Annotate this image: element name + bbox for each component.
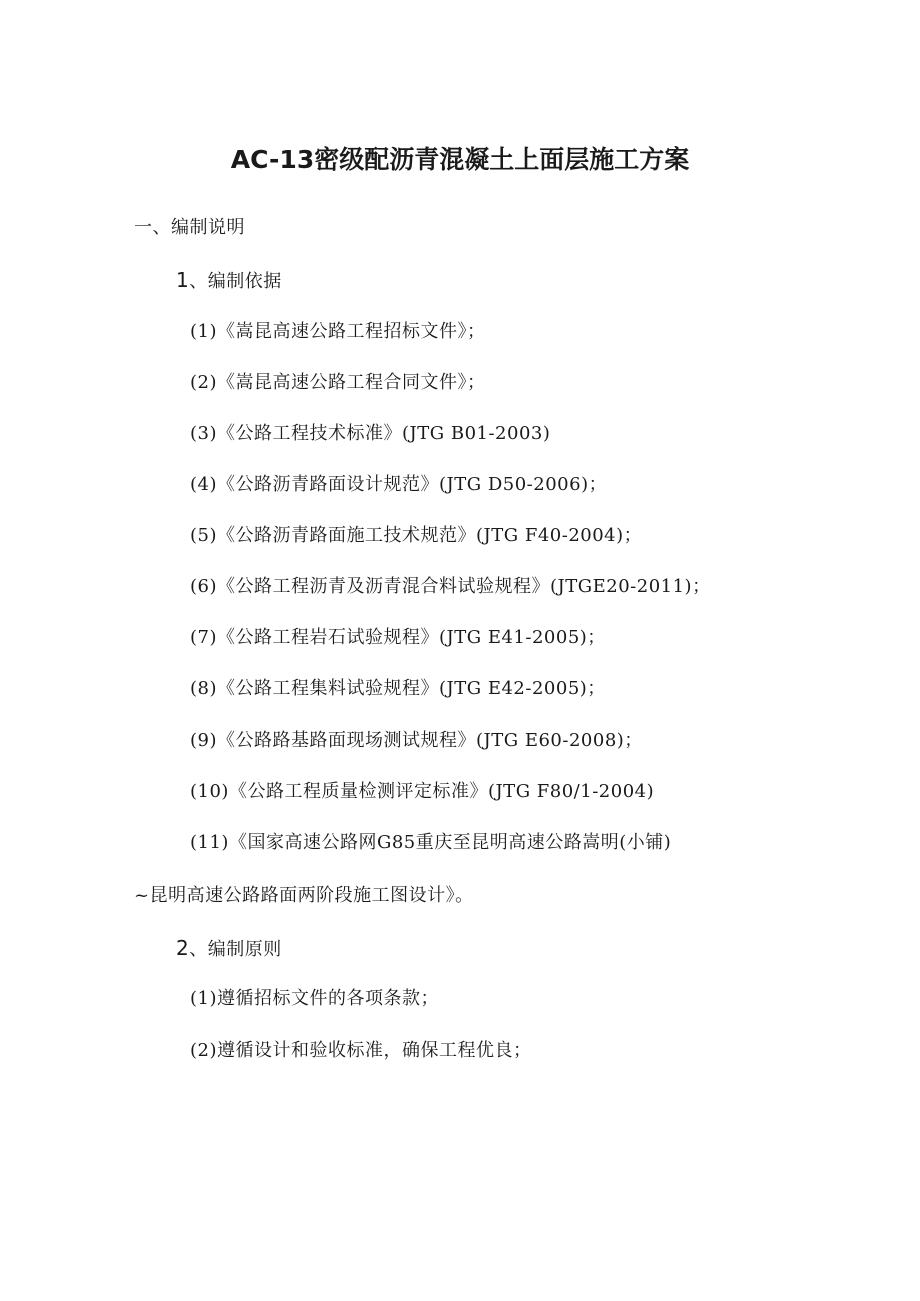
- basis-item: (4)《公路沥青路面设计规范》(JTG D50-2006)；: [190, 474, 608, 495]
- subsection-number: 1: [176, 268, 190, 292]
- basis-item: (3)《公路工程技术标准》(JTG B01-2003): [190, 423, 551, 444]
- basis-item: (8)《公路工程集料试验规程》(JTG E42-2005)；: [190, 678, 606, 699]
- basis-item: (7)《公路工程岩石试验规程》(JTG E41-2005)；: [190, 627, 606, 648]
- basis-item: (11)《国家高速公路网G85重庆至昆明高速公路嵩明(小铺): [190, 832, 672, 853]
- section-heading-compilation-notes: 一、编制说明: [134, 217, 245, 238]
- subsection-number: 2: [176, 936, 190, 960]
- subsection-label: 、编制依据: [189, 271, 282, 292]
- basis-item: (1)《嵩昆高速公路工程招标文件》；: [190, 321, 486, 342]
- subsection-label: 、编制原则: [189, 939, 282, 960]
- principle-item: (2)遵循设计和验收标准，确保工程优良；: [190, 1040, 532, 1061]
- basis-item: (6)《公路工程沥青及沥青混合料试验规程》(JTGE20-2011)；: [190, 576, 711, 597]
- basis-item: (9)《公路路基路面现场测试规程》(JTG E60-2008)；: [190, 730, 643, 751]
- basis-item: (5)《公路沥青路面施工技术规范》(JTG F40-2004)；: [190, 525, 643, 546]
- document-title: AC-13密级配沥青混凝土上面层施工方案: [230, 145, 690, 174]
- subsection-heading-basis: [176, 268, 282, 294]
- basis-item-continuation: ~昆明高速公路路面两阶段施工图设计》。: [134, 885, 474, 906]
- basis-item: (2)《嵩昆高速公路工程合同文件》；: [190, 372, 486, 393]
- principle-item: (1)遵循招标文件的各项条款；: [190, 988, 439, 1009]
- subsection-heading-principles: [176, 936, 282, 962]
- basis-item: (10)《公路工程质量检测评定标准》(JTG F80/1-2004): [190, 781, 655, 802]
